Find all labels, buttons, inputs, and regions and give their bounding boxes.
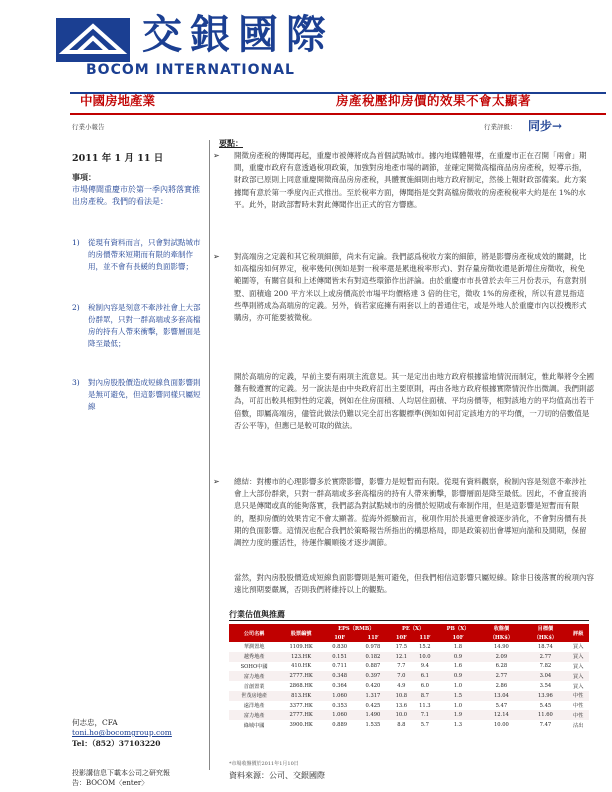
table-cell: 3.04 bbox=[523, 671, 567, 681]
table-cell: 華潤置地 bbox=[243, 644, 265, 651]
table-note: *市場收盤價於2011年1月10日 bbox=[229, 761, 299, 767]
table-cell: 富力地產 bbox=[229, 710, 279, 720]
table-cell: 17.5 bbox=[395, 643, 408, 650]
table-cell: 8.8 bbox=[397, 722, 406, 729]
point-number: 2) bbox=[72, 303, 80, 312]
table-row bbox=[229, 710, 589, 720]
table-cell: 中性 bbox=[573, 703, 584, 710]
body-paragraph: 開於高端房的定義，早前主要有兩項主流意見。其一是定出由地方政府根據當地情況而制定，惟此舉將令全國難有較遵實的定義。另一說法是由中央政府訂出主要原則，再由各地方政府根據實際情況作出微調。我們則認為，可訂出較具相對性的定義，例如在住房面積、人均居住面積、平均房價等，相對該地方的平均值高出若干倍數，即屬高端房，儘管此做法仍難以完全訂出客觀標準(例如如何訂定該地方的平均價，一刀切的倍數值是否公平等)，但應已是較可取的做法。 bbox=[234, 372, 594, 430]
download-note: 投影講信息下載本公司之研究報 bbox=[72, 769, 170, 777]
table-cell: 5.47 bbox=[495, 702, 508, 709]
table-row bbox=[229, 652, 589, 662]
table-cell: 中性 bbox=[567, 710, 589, 720]
col-pb: PB（X） bbox=[437, 624, 480, 633]
table-cell: 2868.HK bbox=[289, 683, 313, 690]
rating-value: 同步→ bbox=[528, 119, 563, 133]
report-headline: 房產稅壓抑房價的效果不會太顯著 bbox=[336, 93, 532, 108]
sidebar-point bbox=[72, 377, 202, 413]
table-cell: 0.425 bbox=[365, 702, 381, 709]
table-cell: 6.28 bbox=[495, 663, 508, 670]
table-cell: 0.397 bbox=[356, 671, 389, 681]
table-cell: SOHO中國 bbox=[240, 663, 268, 670]
col-target: 目標價 bbox=[523, 624, 567, 633]
table-cell: 10.8 bbox=[390, 691, 414, 701]
logo-chinese-name: 交銀國際 bbox=[142, 11, 334, 58]
column-divider bbox=[209, 140, 210, 770]
table-cell: 1.060 bbox=[323, 710, 356, 720]
valuation-table bbox=[229, 624, 589, 730]
report-type: 行業小報告 bbox=[72, 123, 105, 131]
col-rating: 評級 bbox=[567, 624, 589, 642]
table-cell: 1.6 bbox=[453, 663, 463, 670]
sidebar-intro: 市場傳聞重慶市於第一季內將落實推出房產稅。我們的看法是： bbox=[72, 185, 200, 206]
point-number: 1) bbox=[72, 238, 80, 247]
table-row bbox=[229, 662, 589, 672]
table-cell: 買入 bbox=[567, 652, 589, 662]
table-cell: 18.74 bbox=[537, 643, 553, 650]
col-sub: （HK$） bbox=[479, 633, 523, 642]
table-cell: 0.9 bbox=[437, 652, 480, 662]
sidebar-point bbox=[72, 237, 202, 273]
table-cell: 1109.HK bbox=[289, 643, 313, 650]
table-cell: 1.3 bbox=[453, 722, 463, 729]
col-sub: 10F bbox=[323, 633, 356, 642]
table-cell: 12.14 bbox=[479, 710, 523, 720]
table-cell: 買入 bbox=[573, 644, 584, 651]
table-cell: 10.0 bbox=[390, 710, 414, 720]
table-cell: 0.830 bbox=[332, 643, 348, 650]
table-cell: 11.3 bbox=[419, 702, 431, 709]
col-eps: EPS（RMB） bbox=[323, 624, 390, 633]
sidebar-heading: 事項： bbox=[72, 172, 96, 182]
bocom-logo-icon bbox=[56, 18, 130, 62]
table-cell: 3377.HK bbox=[289, 702, 313, 709]
analyst-name: 何志忠，CFA bbox=[72, 718, 118, 727]
sidebar-point bbox=[72, 302, 202, 350]
table-cell: 遠洋地產 bbox=[243, 703, 265, 710]
table-cell: 10.0 bbox=[413, 652, 437, 662]
table-cell: 買入 bbox=[573, 663, 584, 670]
bullet-paragraph bbox=[213, 251, 591, 324]
key-points-heading: 要點： bbox=[219, 138, 243, 148]
table-cell: 0.889 bbox=[332, 722, 348, 729]
bullet-paragraph bbox=[213, 150, 591, 211]
table-cell: 綠城中國 bbox=[243, 722, 265, 729]
report-date: 2011 年 1 月 11 日 bbox=[72, 153, 164, 164]
table-row bbox=[229, 671, 589, 681]
table-cell: 6.1 bbox=[413, 671, 437, 681]
bullet-text: 總結：對樓市的心理影響多於實際影響，影響力是短暫而有限。從現有資料觀察，稅制內容是刻意不牽涉社會上大部份群衆，只對一群高端或多套高檔房的持有人帶來衝擊，影響層面是降至最低。因此，不會直接消息只是傳聞或真的能夠落實，我們認為對試點城市的房價於短期或有牽制作用，但是這影響是短暫而有限的，壓抑房價的效果肯定不會太顯著。從海外經驗而言，稅項作用於長遠更會被逐步消化，不會對房價有長期的負面影響。這情況也配合我們於策略報告所指出的構思格局，即是政策初出會導短向湍和及間期，保留調控力度的靈活性，待運作觸順後才逐步調節。 bbox=[234, 477, 587, 548]
bullet-paragraph bbox=[213, 476, 591, 549]
table-cell: 15.2 bbox=[419, 643, 431, 650]
point-text: 對內房股股價造成短線負面影響則是無可避免，但這影響同樣只屬短線 bbox=[88, 378, 201, 411]
table-cell: 2777.HK bbox=[279, 710, 323, 720]
table-cell: 13.04 bbox=[479, 691, 523, 701]
table-cell: 410.HK bbox=[291, 663, 312, 670]
table-cell: 6.0 bbox=[420, 683, 429, 690]
table-cell: 0.348 bbox=[323, 671, 356, 681]
col-sub: （HK$） bbox=[523, 633, 567, 642]
table-cell: 0.711 bbox=[332, 663, 348, 670]
table-cell: 7.7 bbox=[397, 663, 406, 670]
table-cell: 富力地產 bbox=[229, 671, 279, 681]
table-cell: 0.364 bbox=[332, 683, 348, 690]
rating-label: 行業評級： bbox=[484, 123, 517, 131]
table-cell: 1.9 bbox=[437, 710, 480, 720]
table-cell: 0.887 bbox=[365, 663, 381, 670]
col-company: 公司名稱 bbox=[229, 624, 279, 642]
table-cell: 買入 bbox=[567, 671, 589, 681]
bullet-text: 對高端房之定義和其它稅項細節，尚未有定論。我們認爲稅收方案的細節，將是影響房產稅成效的關鍵，比如高檔房如何界定，稅率幾何(例如是對一稅率還是累進稅率形式)、對存量房徵收還是新增住房徵收，稅免範圍等，有關官員和上述傳聞皆未有對這些環節作出評論。由於重慶市市長曾於去年三月份表示，有意對別墅、面積逾 200 平方米以上或房價高於市場平均價格達 3 倍的住宅，徵收 1%的房產稅，所以有意見指這些準則將成為高端房的定義。另外，倘若家庭擁有兩套以上的普通住宅，或是外地人於重慶市內以投機形式購房，亦可能要被徵稅。 bbox=[234, 252, 587, 323]
table-row bbox=[229, 681, 589, 691]
body-paragraph: 當然，對內房股股價造成短線負面影響則是無可避免，但我們相信這影響只屬短線。除非日後落實的稅項內容遠比預期要嚴厲，否則我們將維持以上的觀點。 bbox=[234, 573, 594, 595]
table-row bbox=[229, 720, 589, 730]
table-cell: 3900.HK bbox=[289, 722, 313, 729]
table-cell: 12.1 bbox=[390, 652, 414, 662]
table-cell: 13.6 bbox=[395, 702, 408, 709]
data-source: 資料來源：公司、交銀國際 bbox=[229, 771, 325, 780]
table-cell: 0.182 bbox=[356, 652, 389, 662]
table-cell: 5.7 bbox=[420, 722, 429, 729]
analyst-email-link[interactable]: toni.ho@bocomgroup.com bbox=[72, 728, 172, 737]
table-cell: 0.420 bbox=[365, 683, 381, 690]
table-cell: 2.77 bbox=[479, 671, 523, 681]
table-cell: 11.60 bbox=[523, 710, 567, 720]
table-cell: 4.9 bbox=[397, 683, 406, 690]
bullet-text: 開徵房產稅的傳聞再起，重慶市被傳將成為首個試點城市。據內地媒體報導，在重慶市正在召開「兩會」期間，重慶市政府有意透過稅項政策，加強對房地產市場的調節，並確定開徵高檔商品房房產稅，短導示指，財政部已原則上同意重慶開徵商品房房產稅，具體實施細則由地方政府制定，然後上報財政部備案。此方案據聞有意於第一季度內正式推出。至於稅率方面，傳聞指是交對高檔房徵收的房產稅稅率大約是在 1%的水平。此外，財政部暫時未對此傳聞作出正式的官方響應。 bbox=[234, 151, 587, 209]
col-close: 收盤價 bbox=[479, 624, 523, 633]
table-cell: 世茂房地產 bbox=[229, 691, 279, 701]
point-number: 3) bbox=[72, 378, 80, 387]
col-code: 股票編號 bbox=[279, 624, 323, 642]
download-note: 告：BOCOM〈enter〉 bbox=[72, 779, 149, 787]
table-cell: 9.4 bbox=[420, 663, 429, 670]
col-pe: PE（X） bbox=[390, 624, 437, 633]
sector-title: 中國房地產業 bbox=[80, 93, 156, 108]
col-sub: 10F bbox=[390, 633, 414, 642]
table-cell: 3.54 bbox=[539, 683, 552, 690]
table-cell: 7.0 bbox=[390, 671, 414, 681]
table-cell: 2.86 bbox=[495, 683, 508, 690]
table-cell: 7.1 bbox=[413, 710, 437, 720]
arrow-bullet-icon: ➢ bbox=[213, 252, 220, 261]
table-cell: 1.535 bbox=[365, 722, 381, 729]
analyst-phone: Tel：（852）37103220 bbox=[72, 739, 161, 748]
point-text: 稅制內容是刻意不牽涉社會上大部份群眾，只對一群高端或多套高檔房的持有人帶來衝擊，影響層面是降至最低； bbox=[88, 303, 201, 348]
arrow-bullet-icon: ➢ bbox=[213, 477, 220, 486]
table-cell: 買入 bbox=[573, 683, 584, 690]
table-cell: 14.90 bbox=[493, 643, 509, 650]
col-sub: 11F bbox=[356, 633, 389, 642]
table-cell: 2.09 bbox=[479, 652, 523, 662]
headline-divider bbox=[70, 113, 606, 115]
table-cell: 1.0 bbox=[453, 702, 463, 709]
table-cell: 0.151 bbox=[323, 652, 356, 662]
table-cell: 中性 bbox=[567, 691, 589, 701]
point-text: 從現有資料而言，只會對試點城市的房價帶來短期而有限的牽制作用，並不會有長緩的負面影響； bbox=[88, 238, 201, 271]
table-cell: 1.8 bbox=[453, 643, 463, 650]
table-row bbox=[229, 691, 589, 701]
table-cell: 2.77 bbox=[523, 652, 567, 662]
table-cell: 0.353 bbox=[332, 702, 348, 709]
table-cell: 13.96 bbox=[523, 691, 567, 701]
table-cell: 8.7 bbox=[413, 691, 437, 701]
table-row bbox=[229, 642, 589, 652]
col-sub: 11F bbox=[413, 633, 437, 642]
table-title: 行業估值與推薦 bbox=[229, 609, 285, 619]
table-cell: 1.060 bbox=[323, 691, 356, 701]
table-cell: 7.47 bbox=[539, 722, 552, 729]
table-cell: 7.82 bbox=[539, 663, 552, 670]
arrow-bullet-icon: ➢ bbox=[213, 151, 220, 160]
table-cell: 首創置業 bbox=[243, 683, 265, 690]
table-cell: 沽出 bbox=[573, 722, 584, 729]
table-row bbox=[229, 701, 589, 711]
table-cell: 越秀地產 bbox=[229, 652, 279, 662]
table-rule bbox=[229, 620, 589, 621]
table-cell: 0.9 bbox=[437, 671, 480, 681]
col-sub: 10F bbox=[437, 633, 480, 642]
table-cell: 2777.HK bbox=[279, 671, 323, 681]
table-cell: 813.HK bbox=[279, 691, 323, 701]
table-cell: 1.0 bbox=[453, 683, 463, 690]
table-cell: 1.317 bbox=[356, 691, 389, 701]
table-cell: 10.00 bbox=[493, 722, 509, 729]
table-cell: 1.5 bbox=[437, 691, 480, 701]
table-cell: 0.978 bbox=[365, 643, 381, 650]
table-cell: 5.45 bbox=[539, 702, 552, 709]
logo-english-name: BOCOM INTERNATIONAL bbox=[86, 62, 295, 78]
table-cell: 1.490 bbox=[356, 710, 389, 720]
table-cell: 123.HK bbox=[279, 652, 323, 662]
